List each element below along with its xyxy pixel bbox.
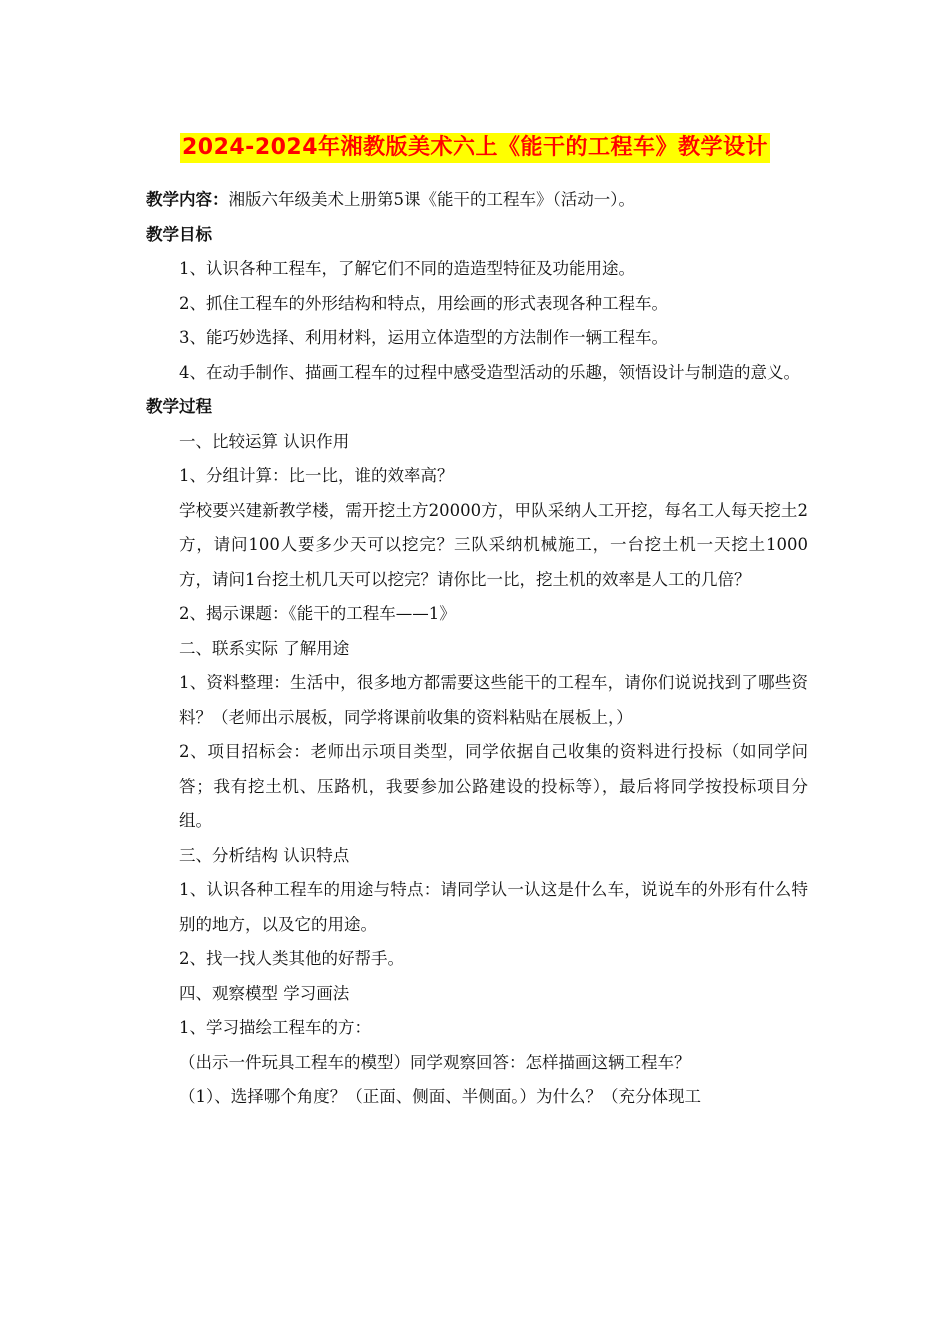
content-label: 教学内容： [146,190,229,209]
content-line [146,183,808,218]
process-item: 1、分组计算：比一比，谁的效率高？ [179,466,454,485]
process-paragraph: 学校要兴建新教学楼，需开挖土方20000方，甲队采纳人工开挖，每名工人每天挖土2方，请问100人要多少天可以挖完？三队采纳机械施工，一台挖土机一天挖土1000方，请问1台挖土机几天可以挖完？请你比一比，挖土机的效率是人工的几倍？ [179,500,808,589]
section-heading: 二、联系实际 了解用途 [179,638,350,658]
process-item: 2、找一找人类其他的好帮手。 [179,949,404,968]
process-item: 2、揭示课题：《能干的工程车——1》 [179,604,456,623]
section-heading: 一、比较运算 认识作用 [179,431,350,451]
process-item: 1、学习描绘工程车的方： [179,1018,371,1037]
process-heading: 教学过程 [146,397,212,416]
section-heading: 四、观察模型 学习画法 [179,983,350,1003]
title-block [0,133,950,163]
objectives-heading: 教学目标 [146,224,212,244]
section-heading: 三、分析结构 认识特点 [179,845,350,865]
process-paragraph: 2、项目招标会：老师出示项目类型，同学依据自己收集的资料进行投标（如同学问答；我有挖土机、压路机，我要参加公路建设的投标等），最后将同学按投标项目分组。 [179,742,808,830]
process-paragraph: 1、资料整理：生活中，很多地方都需要这些能干的工程车，请你们说说找到了哪些资料？（老师出示展板，同学将课前收集的资料粘贴在展板上，） [179,673,808,727]
process-item: （出示一件玩具工程车的模型）同学观察回答：怎样描画这辆工程车？ [179,1052,691,1072]
process-paragraph: 1、认识各种工程车的用途与特点：请同学认一认这是什么车，说说车的外形有什么特别的地方，以及它的用途。 [179,880,808,934]
objective-item: 4、在动手制作、描画工程车的过程中感受造型活动的乐趣，领悟设计与制造的意义。 [179,362,800,382]
objective-item: 2、抓住工程车的外形结构和特点，用绘画的形式表现各种工程车。 [179,293,668,313]
process-item: （1）、选择哪个角度？（正面、侧面、半侧面。）为什么？（充分体现工 [179,1087,701,1106]
objective-item: 1、认识各种工程车，了解它们不同的造造型特征及功能用途。 [179,259,635,278]
document-body [146,183,808,1115]
objective-item: 3、能巧妙选择、利用材料，运用立体造型的方法制作一辆工程车。 [179,328,668,347]
content-text: 湘版六年级美术上册第5课《能干的工程车》（活动一）。 [228,190,635,209]
document-title: 2024-2024年湘教版美术六上《能干的工程车》教学设计 [180,133,770,163]
